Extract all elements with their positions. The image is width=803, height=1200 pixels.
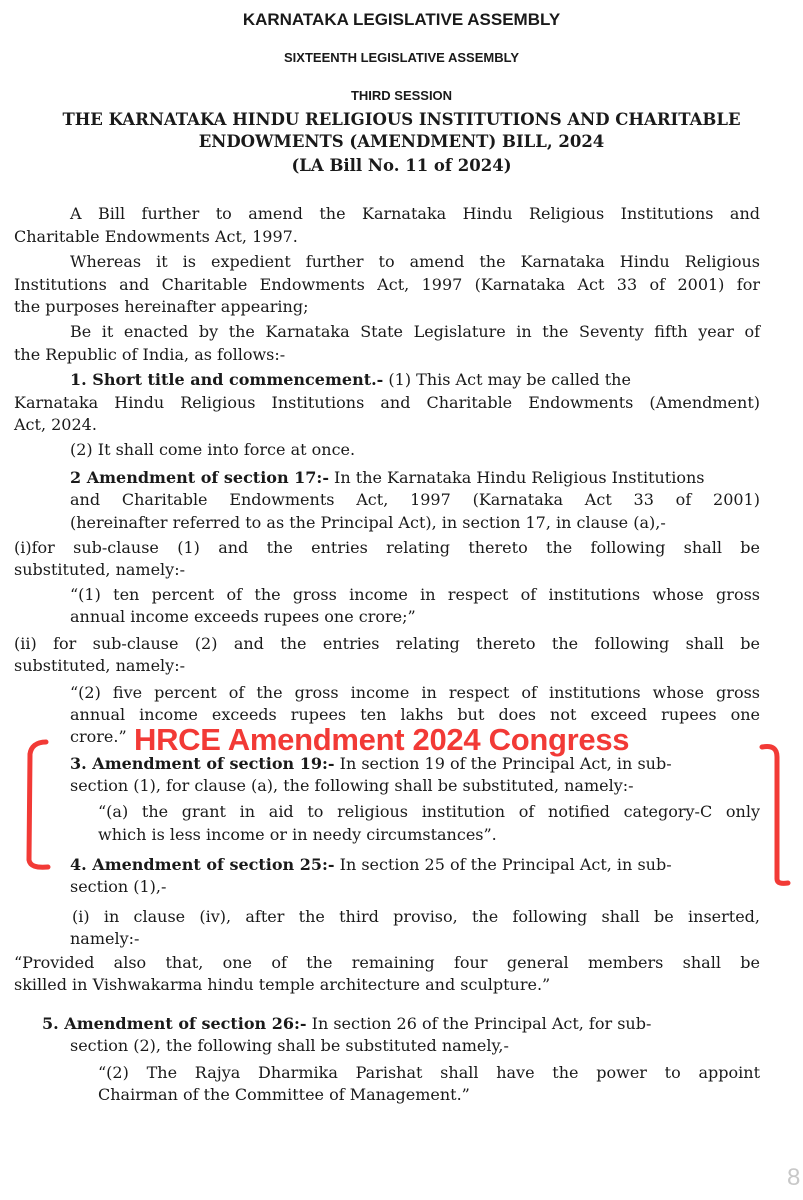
section-3-heading: 3. Amendment of section 19:-	[70, 754, 335, 773]
section-2-line: (hereinafter referred to as the Principal Act), in section 17, in clause (a),-	[70, 513, 666, 532]
section-1-line: (2) It shall come into force at once.	[70, 440, 356, 459]
section-4-line: (i) in clause (iv), after the third proviso, the following shall be inserted,	[72, 907, 760, 926]
section-5-quote: “(2) The Rajya Dharmika Parishat shall have the power to appoint	[98, 1063, 760, 1082]
section-5-quote: Chairman of the Committee of Management.”	[98, 1085, 470, 1104]
bill-title-line-1: THE KARNATAKA HINDU RELIGIOUS INSTITUTIONS AND CHARITABLE	[62, 110, 741, 129]
whereas-line: Institutions and Charitable Endowments Act, 1997 (Karnataka Act 33 of 2001) for	[14, 275, 760, 294]
preamble-line: A Bill further to amend the Karnataka Hindu Religious Institutions and	[70, 204, 760, 223]
section-2-heading: 2 Amendment of section 17:-	[70, 468, 329, 487]
bill-number: (LA Bill No. 11 of 2024)	[291, 156, 512, 175]
section-2-line: substituted, namely:-	[14, 560, 185, 579]
page-number: 8	[787, 1164, 801, 1191]
section-2-line: and Charitable Endowments Act, 1997 (Karnataka Act 33 of 2001)	[70, 490, 760, 509]
enacting-line: Be it enacted by the Karnataka State Legislature in the Seventy fifth year of	[70, 322, 760, 341]
section-2-quote: annual income exceeds rupees one crore;”	[70, 607, 416, 626]
section-3-quote: which is less income or in needy circumstances”.	[98, 825, 497, 844]
section-4-text: In section 25 of the Principal Act, in sub-	[334, 855, 672, 874]
section-5-text: In section 26 of the Principal Act, for sub-	[306, 1014, 652, 1033]
section-3-line: section (1), for clause (a), the following shall be substituted, namely:-	[70, 776, 634, 795]
section-4-heading: 4. Amendment of section 25:-	[70, 855, 335, 874]
section-5-heading: 5. Amendment of section 26:-	[42, 1014, 307, 1033]
section-5-line: section (2), the following shall be substituted namely,-	[70, 1036, 509, 1055]
section-4-line: namely:-	[70, 929, 140, 948]
section-2-quote: “(2) five percent of the gross income in respect of institutions whose gross	[70, 683, 760, 702]
whereas-line: Whereas it is expedient further to amend the Karnataka Hindu Religious	[70, 252, 760, 271]
section-2-line	[70, 468, 705, 488]
section-3-text: In section 19 of the Principal Act, in sub-	[334, 754, 672, 773]
section-4-line: section (1),-	[70, 877, 167, 896]
hrce-annotation-label: HRCE Amendment 2024 Congress	[134, 722, 630, 757]
section-2-text: In the Karnataka Hindu Religious Institutions	[328, 468, 705, 487]
right-bracket-mark	[762, 746, 788, 883]
enacting-line: the Republic of India, as follows:-	[14, 345, 286, 364]
section-5-line	[42, 1014, 651, 1034]
section-1-line	[70, 370, 631, 390]
whereas-line: the purposes hereinafter appearing;	[14, 297, 309, 316]
left-bracket-mark	[29, 742, 48, 867]
section-3-line	[70, 754, 672, 774]
section-1-line: Act, 2024.	[14, 415, 97, 434]
section-1-text: (1) This Act may be called the	[383, 370, 631, 389]
section-2-quote: “(1) ten percent of the gross income in respect of institutions whose gross	[70, 585, 760, 604]
section-4-line	[70, 855, 672, 875]
preamble-line: Charitable Endowments Act, 1997.	[14, 227, 298, 246]
section-2-quote: annual income exceeds rupees ten lakhs but does not exceed rupees one	[70, 705, 760, 724]
section-4-quote: “Provided also that, one of the remaining four general members shall be	[14, 953, 760, 972]
section-2-line: (i)for sub-clause (1) and the entries relating thereto the following shall be	[14, 538, 760, 557]
assembly-heading: KARNATAKA LEGISLATIVE ASSEMBLY	[242, 10, 561, 29]
section-4-quote: skilled in Vishwakarma hindu temple architecture and sculpture.”	[14, 975, 551, 994]
bill-title-line-2: ENDOWMENTS (AMENDMENT) BILL, 2024	[198, 132, 605, 151]
section-2-quote: crore.”	[70, 727, 127, 746]
section-2-line: substituted, namely:-	[14, 656, 185, 675]
section-3-quote: “(a) the grant in aid to religious institution of notified category-C only	[98, 802, 760, 821]
section-1-line: Karnataka Hindu Religious Institutions and Charitable Endowments (Amendment)	[14, 393, 760, 412]
term-heading: SIXTEENTH LEGISLATIVE ASSEMBLY	[284, 50, 519, 65]
section-2-line: (ii) for sub-clause (2) and the entries relating thereto the following shall be	[14, 634, 760, 653]
session-heading: THIRD SESSION	[350, 88, 453, 103]
section-1-heading: 1. Short title and commencement.-	[70, 370, 384, 389]
